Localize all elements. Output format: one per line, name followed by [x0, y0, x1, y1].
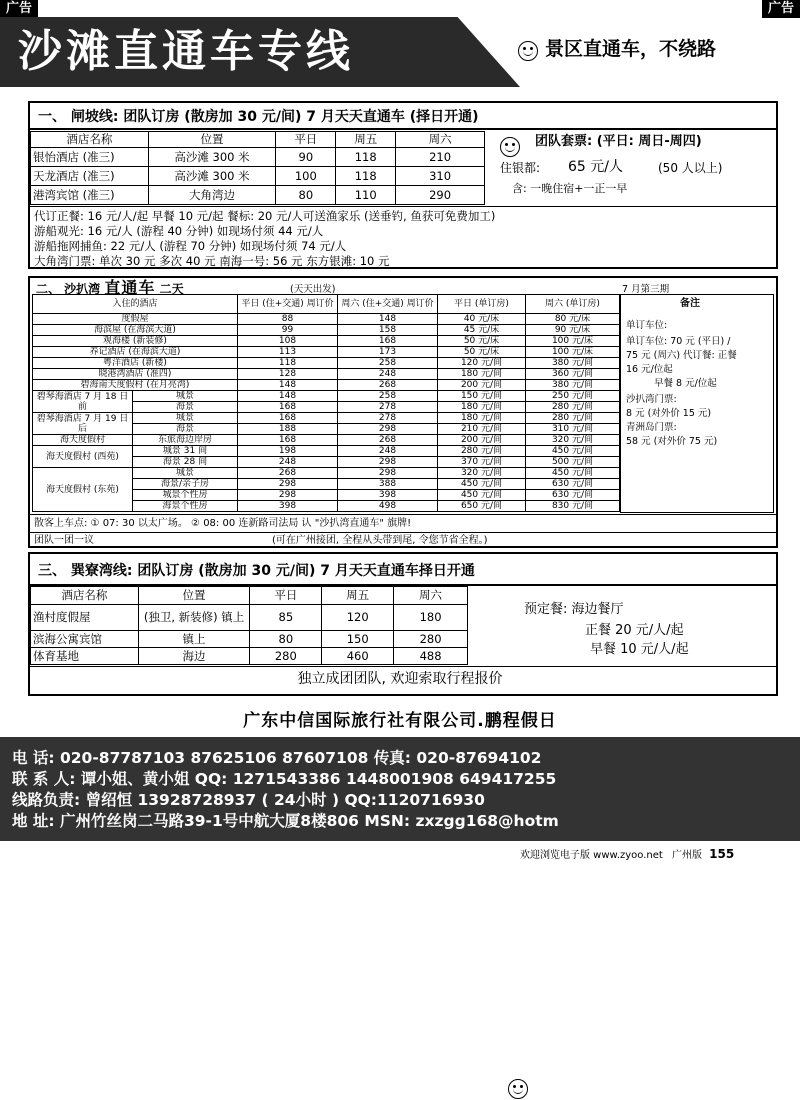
remark-line: 8 元 (对外价 15 元)	[626, 408, 712, 419]
table-row: 海景个性房 398 498 650 元/间 830 元/间	[33, 501, 620, 512]
table-row: 港湾宾馆 (准三) 大角湾边 80 110 290	[31, 186, 485, 205]
smile-icon	[508, 1078, 528, 1099]
remark-line: 早餐 8 元/位起	[654, 378, 717, 389]
remark-line: 沙扒湾门票:	[626, 394, 677, 405]
table-row: 渔村度假屋 (独卫, 新装修) 镇上 85 120 180	[31, 605, 468, 631]
table-row: 碧琴海酒店 7 月 18 日前 城景 148 258 150 元/间 250 元/间	[33, 391, 620, 402]
table-row: 海景 28 间 248 298 370 元/间 500 元/间	[33, 457, 620, 468]
group-label: 团队一团一议	[34, 535, 94, 546]
package-min: (50 人以上)	[658, 161, 723, 175]
group-note: (可在广州接团, 全程从头带到尾, 令您节省全程。)	[272, 535, 488, 546]
contact-line-owner: 线路负责: 曾绍恒 13928728937 ( 24小时 ) QQ:1120716930	[12, 791, 485, 809]
col-header: 入住的酒店	[33, 295, 238, 314]
package-includes: 含: 一晚住宿+一正一早	[512, 182, 628, 195]
table-row: 海景/亲子房 298 388 450 元/间 630 元/间	[33, 479, 620, 490]
divider	[28, 206, 778, 207]
package-price-label: 住银都:	[500, 161, 541, 175]
meals-breakfast: 早餐 10 元/人/起	[590, 642, 689, 657]
col-header: 周六	[394, 587, 468, 605]
section3-title: 三、 巽寮湾线: 团队订房 (散房加 30 元/间) 7 月天天直通车择日开通	[38, 563, 475, 579]
table-row: 碧琴海酒店 7 月 19 日后 城景 168 278 180 元/间 280 元/间	[33, 413, 620, 424]
table-row: 粤洋酒店 (新楼) 118 258 120 元/间 380 元/间	[33, 358, 620, 369]
table-row: 海景 168 278 180 元/间 280 元/间	[33, 402, 620, 413]
section1-note: 游船拖网捕鱼: 22 元/人 (游程 70 分钟) 如现场付须 74 元/人	[34, 239, 347, 253]
col-header: 酒店名称	[31, 587, 139, 605]
col-header: 周六	[396, 132, 485, 148]
section3-closing: 独立成团团队, 欢迎索取行程报价	[297, 671, 503, 687]
page-title: 沙滩直通车专线	[18, 26, 354, 77]
package-title: 团队套票: (平日: 周日-周四)	[535, 134, 702, 149]
section1-note: 大角湾门票: 单次 30 元 多次 40 元 南海一号: 56 元 东方银滩: 10 元	[34, 254, 390, 268]
remark-line: 75 元 (周六) 代订餐: 正餐	[626, 350, 737, 361]
table-row: 银怡酒店 (准三) 高沙滩 300 米 90 118 210	[31, 148, 485, 167]
col-header: 平日	[276, 132, 336, 148]
table-row: 滨海公寓宾馆 镇上 80 150 280	[31, 631, 468, 648]
contact-address: 地 址: 广州竹丝岗二马路39-1号中航大厦8楼806 MSN: zxzgg168@hotm	[12, 812, 559, 830]
remark-line: 单订车位: 70 元 (平日) /	[626, 336, 731, 347]
table-row: 海天度假村 (西苑) 城景 31 间 198 248 280 元/间 450 元/间	[33, 446, 620, 457]
table-row: 晓港湾酒店 (准四) 128 248 180 元/间 360 元/间	[33, 369, 620, 380]
footer-text: 欢迎浏览电子版 www.zyoo.net	[520, 850, 663, 861]
col-header: 周五	[322, 587, 394, 605]
col-header: 位置	[148, 132, 276, 148]
ad-tag-left: 广告	[0, 0, 38, 18]
table-row: 城景个性房 298 398 450 元/间 630 元/间	[33, 490, 620, 501]
footer-edition: 广州版	[671, 850, 702, 861]
remark-line: 单订车位:	[626, 320, 668, 331]
page-number: 155	[709, 847, 735, 861]
table-row: 海滨屋 (在海滨大道) 99 158 45 元/床 90 元/床	[33, 325, 620, 336]
col-header: 位置	[138, 587, 250, 605]
section2-table	[32, 294, 620, 512]
table-row: 海天度假村 东旅海边岸房 168 268 200 元/间 320 元/间	[33, 435, 620, 446]
col-header: 周五	[336, 132, 396, 148]
ad-tag-right: 广告	[762, 0, 800, 18]
table-row: 海景 188 298 210 元/间 310 元/间	[33, 424, 620, 435]
col-header: 酒店名称	[31, 132, 149, 148]
col-header: 平日	[250, 587, 322, 605]
page-footer	[520, 846, 734, 861]
divider	[28, 666, 778, 667]
section1-table	[30, 131, 485, 205]
contact-phone: 电 话: 020-87787103 87625106 87607108 传真: 020-87694102	[12, 749, 542, 767]
pickup-note: 散客上车点: ① 07: 30 以太广场。 ② 08: 00 连新路司法局 认 "沙扒湾直通车" 旗牌!	[34, 518, 412, 529]
table-row: 天龙酒店 (准三) 高沙滩 300 米 100 118 310	[31, 167, 485, 186]
meals-dinner: 正餐 20 元/人/起	[585, 623, 684, 638]
table-row: 海天度假村 (东苑) 城景 268 298 320 元/间 450 元/间	[33, 468, 620, 479]
remarks-header: 备注	[680, 298, 700, 309]
contact-band	[0, 737, 800, 841]
agency-name: 广东中信国际旅行社有限公司.鹏程假日	[243, 711, 557, 731]
section3-table	[30, 586, 468, 665]
table-row: 养记酒店 (在海滨大道) 113 173 50 元/床 100 元/床	[33, 347, 620, 358]
section2-title: 二、 沙扒湾 直通车 二天	[36, 278, 184, 297]
divider	[28, 514, 778, 515]
col-header: 平日 (住+交通) 周订价	[238, 295, 338, 314]
smile-icon	[500, 136, 520, 157]
col-header: 平日 (单订房)	[438, 295, 526, 314]
col-header: 周六 (单订房)	[526, 295, 620, 314]
remark-line: 16 元/位起	[626, 364, 673, 375]
table-row: 观海楼 (新装修) 108 168 50 元/床 100 元/床	[33, 336, 620, 347]
contact-people: 联 系 人: 谭小姐、黄小姐 QQ: 1271543386 1448001908 649417255	[12, 770, 557, 788]
daily-note: (天天出发)	[290, 284, 336, 295]
header-slogan: 景区直通车，不绕路	[545, 38, 717, 60]
smile-icon	[518, 40, 538, 61]
section1-note: 游船观光: 16 元/人 (游程 40 分钟) 如现场付须 44 元/人	[34, 224, 324, 238]
table-row: 度假屋 88 148 40 元/床 80 元/床	[33, 314, 620, 325]
remark-line: 青洲岛门票:	[626, 422, 677, 433]
issue-label: 7 月第三期	[622, 284, 670, 295]
meals-title: 预定餐: 海边餐厅	[524, 602, 624, 617]
section1-title: 一、 闸坡线: 团队订房 (散房加 30 元/间) 7 月天天直通车 (择日开通)	[38, 109, 479, 125]
table-row: 体育基地 海边 280 460 488	[31, 648, 468, 665]
remark-line: 58 元 (对外价 75 元)	[626, 436, 718, 447]
col-header: 周六 (住+交通) 周订价	[338, 295, 438, 314]
package-price: 65 元/人	[568, 159, 623, 175]
section1-note: 代订正餐: 16 元/人/起 早餐 10 元/起 餐标: 20 元/人可送渔家乐 (送垂钓, 鱼获可免费加工)	[34, 209, 496, 223]
table-row: 碧海南天度假村 (在月亮湾) 148 268 200 元/间 380 元/间	[33, 380, 620, 391]
divider	[28, 128, 778, 130]
